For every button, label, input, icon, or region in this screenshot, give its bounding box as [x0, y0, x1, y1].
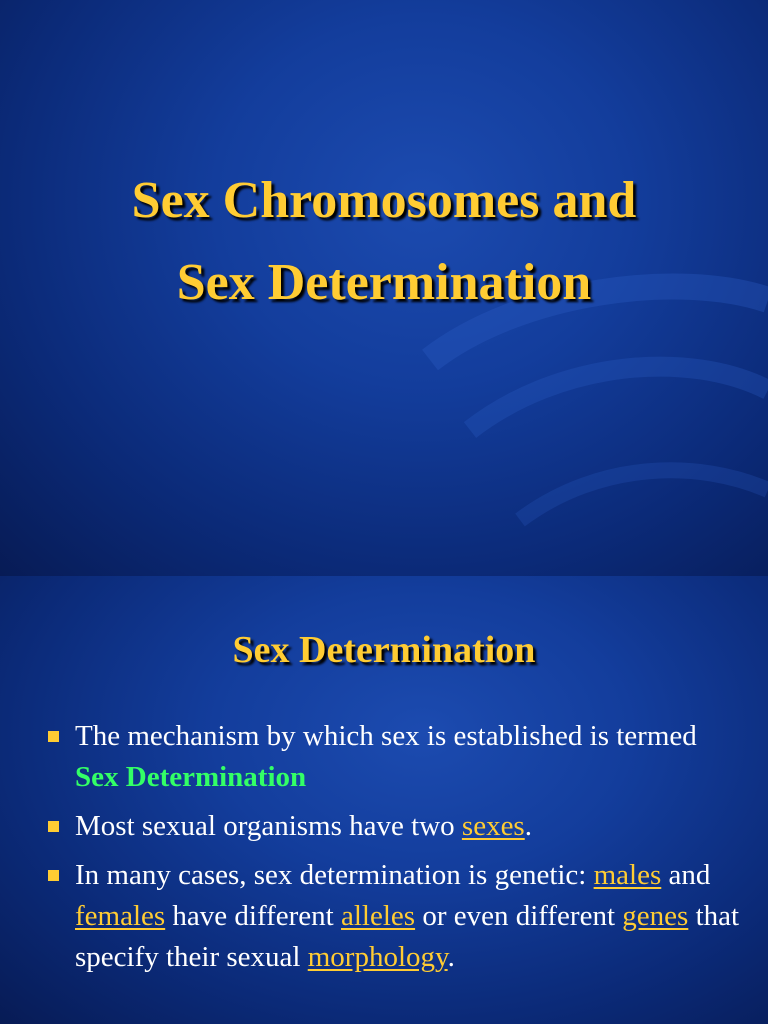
bullet-text: and [661, 859, 711, 891]
bullet-text: or even different [415, 900, 623, 932]
title-line-2: Sex Determination [176, 254, 592, 311]
square-bullet-icon [48, 870, 59, 881]
bullet-item [44, 716, 744, 798]
bullet-text: have different [165, 900, 341, 932]
term-highlight: Sex Determination [75, 761, 307, 793]
link-alleles[interactable]: alleles [340, 900, 416, 932]
bullet-item [44, 855, 744, 978]
link-females[interactable]: females [75, 900, 166, 932]
bullet-item [44, 806, 744, 847]
bullet-list [44, 716, 744, 986]
link-morphology[interactable]: morphology [307, 941, 448, 973]
bullet-text: The mechanism by which sex is established is termed [75, 720, 697, 752]
square-bullet-icon [48, 731, 59, 742]
bullet-text: . [524, 810, 532, 842]
bullet-text: In many cases, sex determination is genetic: [75, 859, 594, 891]
square-bullet-icon [48, 821, 59, 832]
link-sexes[interactable]: sexes [461, 810, 525, 842]
section-heading: Sex Determination [232, 629, 536, 671]
bullet-text: Most sexual organisms have two [75, 810, 462, 842]
content-slide [0, 576, 768, 1024]
slide-title [0, 160, 768, 324]
bullet-text: that specify their sexual [75, 900, 740, 973]
link-males[interactable]: males [593, 859, 662, 891]
title-line-1: Sex Chromosomes and [131, 172, 637, 229]
bullet-text: . [447, 941, 455, 973]
link-genes[interactable]: genes [622, 900, 689, 932]
